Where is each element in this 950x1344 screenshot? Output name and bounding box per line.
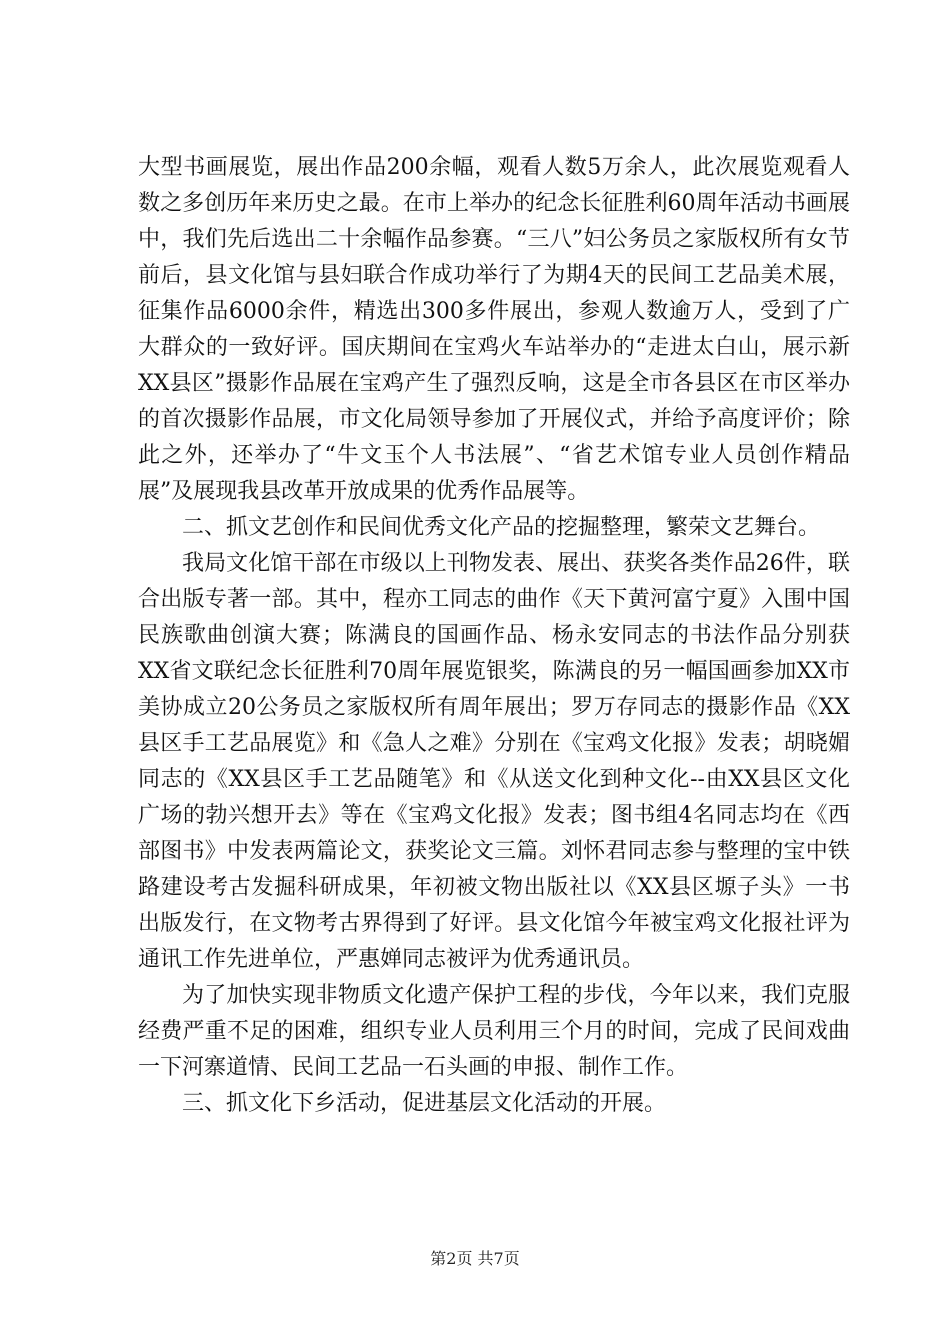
document-body [138, 150, 850, 1122]
page-number-footer: 第2页 共7页 [430, 1249, 520, 1268]
heading-section-two: 二、抓文艺创作和民间优秀文化产品的挖掘整理，繁荣文艺舞台。 [182, 515, 821, 540]
paragraph-intangible-heritage: 为了加快实现非物质文化遗产保护工程的步伐，今年以来，我们克服经费严重不足的困难，组织专业人员利用三个月的时间，完成了民间戏曲一下河寨道情、民间工艺品一石头画的申报、制作工作。 [138, 983, 850, 1080]
paragraph-creative-works: 我局文化馆干部在市级以上刊物发表、展出、获奖各类作品26件，联合出版专著一部。其中，程亦工同志的曲作《天下黄河富宁夏》入围中国民族歌曲创演大赛；陈满良的国画作品、杨永安同志的书法作品分别获XX省文联纪念长征胜利70周年展览银奖，陈满良的另一幅国画参加XX市美协成立20公务员之家版权所有周年展出；罗万存同志的摄影作品《XX县区手工艺品展览》和《急人之难》分别在《宝鸡文化报》发表；胡晓媚同志的《XX县区手工艺品随笔》和《从送文化到种文化--由XX县区文化广场的勃兴想开去》等在《宝鸡文化报》发表；图书组4名同志均在《西部图书》中发表两篇论文，获奖论文三篇。刘怀君同志参与整理的宝中铁路建设考古发掘科研成果，年初被文物出版社以《XX县区塬子头》一书出版发行，在文物考古界得到了好评。县文化馆今年被宝鸡文化报社评为通讯工作先进单位，严惠婵同志被评为优秀通讯员。 [138, 551, 850, 972]
paragraph-exhibitions: 大型书画展览，展出作品200余幅，观看人数5万余人，此次展览观看人数之多创历年来历史之最。在市上举办的纪念长征胜利60周年活动书画展中，我们先后选出二十余幅作品参赛。“三八”妇公务员之家版权所有女节前后，县文化馆与县妇联合作成功举行了为期4天的民间工艺品美术展，征集作品6000余件，精选出300多件展出，参观人数逾万人，受到了广大群众的一致好评。国庆期间在宝鸡火车站举办的“走进太白山，展示新XX县区”摄影作品展在宝鸡产生了强烈反响，这是全市各县区在市区举办的首次摄影作品展，市文化局领导参加了开展仪式，并给予高度评价；除此之外，还举办了“牛文玉个人书法展”、“省艺术馆专业人员创作精品展”及展现我县改革开放成果的优秀作品展等。 [138, 155, 850, 504]
heading-section-three: 三、抓文化下乡活动，促进基层文化活动的开展。 [182, 1091, 667, 1116]
